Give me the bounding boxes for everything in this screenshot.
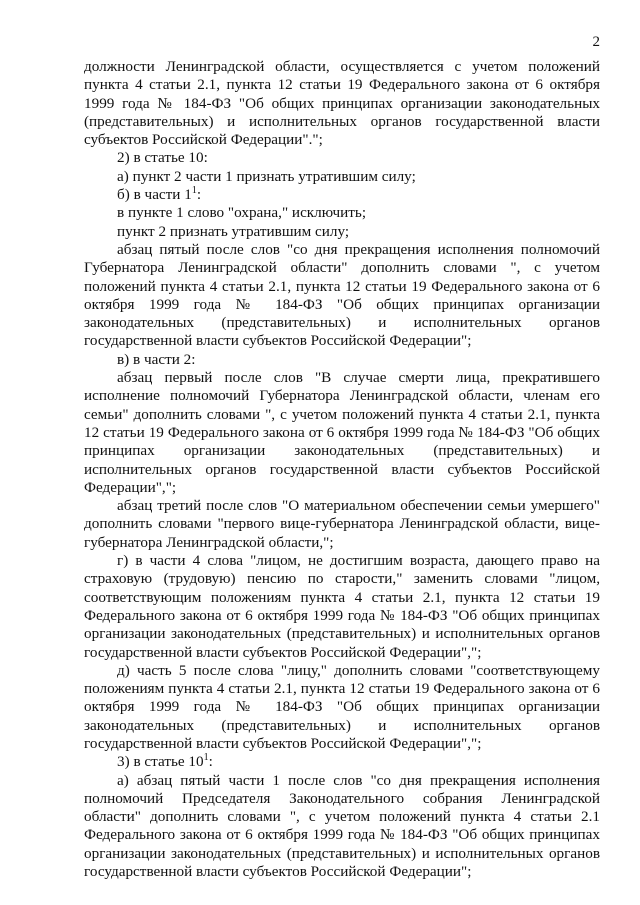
paragraph-article-10-1-text: 3) в статье 10 [117, 753, 204, 771]
document-body [84, 58, 600, 881]
paragraph-item-d: д) часть 5 после слова "лицу," дополнить словами "соответствующему положениям пункта 4 статьи 2.1, пункта 12 статьи 19 Федерального закона от 6 октября 1999 года № 184-ФЗ "Об общих принципах организации законодательных (представительных) и исполнительных органов государственной власти субъектов Российской Федерации","; [84, 661, 600, 752]
paragraph-article-10: 2) в статье 10: [117, 149, 208, 167]
paragraph-continuation: должности Ленинградской области, осуществляется с учетом положений пункта 4 статьи 2.1, пункта 12 статьи 19 Федерального закона от 6 октября 1999 года № 184-ФЗ "Об общих принципах организации законодательных (представительных) и исполнительных органов государственной власти субъектов Российской Федерации"."; [84, 58, 600, 149]
superscript-1: 1 [191, 185, 197, 197]
paragraph-item-b-text: б) в части 1 [117, 186, 192, 204]
page-number: 2 [592, 34, 600, 50]
paragraph-item-b [84, 186, 600, 204]
paragraph-item-a-part-1: а) абзац пятый части 1 после слов "со дня прекращения исполнения полномочий Председателя Законодательного собрания Ленинградской области" дополнить словами ", с учетом положений пункта 4 статьи 2.1 Федерального закона от 6 октября 1999 года № 184-ФЗ "Об общих принципах организации законодательных (представительных) и исполнительных органов государственной власти субъектов Российской Федерации"; [84, 771, 600, 881]
paragraph-item-v: в) в части 2: [117, 350, 196, 368]
paragraph-abzac-1: абзац первый после слов "В случае смерти лица, прекратившего исполнение полномочий Губернатора Ленинградской области, членам его семьи" дополнить словами ", с учетом положений пункта 4 статьи 2.1, пункта 12 статьи 19 Федерального закона от 6 октября 1999 года № 184-ФЗ "Об общих принципах организации законодательных (представительных) и исполнительных органов государственной власти субъектов Российской Федерации","; [84, 369, 600, 496]
paragraph-item-b-colon: : [196, 186, 202, 204]
paragraph-article-10-1 [84, 753, 600, 771]
paragraph-item-a: а) пункт 2 части 1 признать утратившим силу; [117, 167, 416, 185]
paragraph-abzac-3: абзац третий после слов "О материальном обеспечении семьи умершего" дополнить словами "первого вице-губернатора Ленинградской области, вице-губернатора Ленинградской области,"; [84, 497, 600, 551]
paragraph-item-g: г) в части 4 слова "лицом, не достигшим возраста, дающего право на страховую (трудовую) пенсию по старости," заменить словами "лицом, соответствующим положениям пункта 4 статьи 2.1, пункта 12 статьи 19 Федерального закона от 6 октября 1999 года № 184-ФЗ "Об общих принципах организации законодательных (представительных) и исполнительных органов государственной власти субъектов Российской Федерации","; [84, 552, 600, 661]
superscript-1: 1 [203, 752, 209, 764]
paragraph-article-10-1-colon: : [208, 753, 213, 771]
paragraph-point-2: пункт 2 признать утратившим силу; [117, 222, 350, 240]
paragraph-point-1: в пункте 1 слово "охрана," исключить; [117, 204, 367, 222]
paragraph-abzac-5: абзац пятый после слов "со дня прекращения исполнения полномочий Губернатора Ленинградской области" дополнить словами ", с учетом положений пункта 4 статьи 2.1, пункта 12 статьи 19 Федерального закона от 6 октября 1999 года № 184-ФЗ "Об общих принципах организации законодательных (представительных) и исполнительных органов государственной власти субъектов Российской Федерации"; [84, 240, 600, 350]
